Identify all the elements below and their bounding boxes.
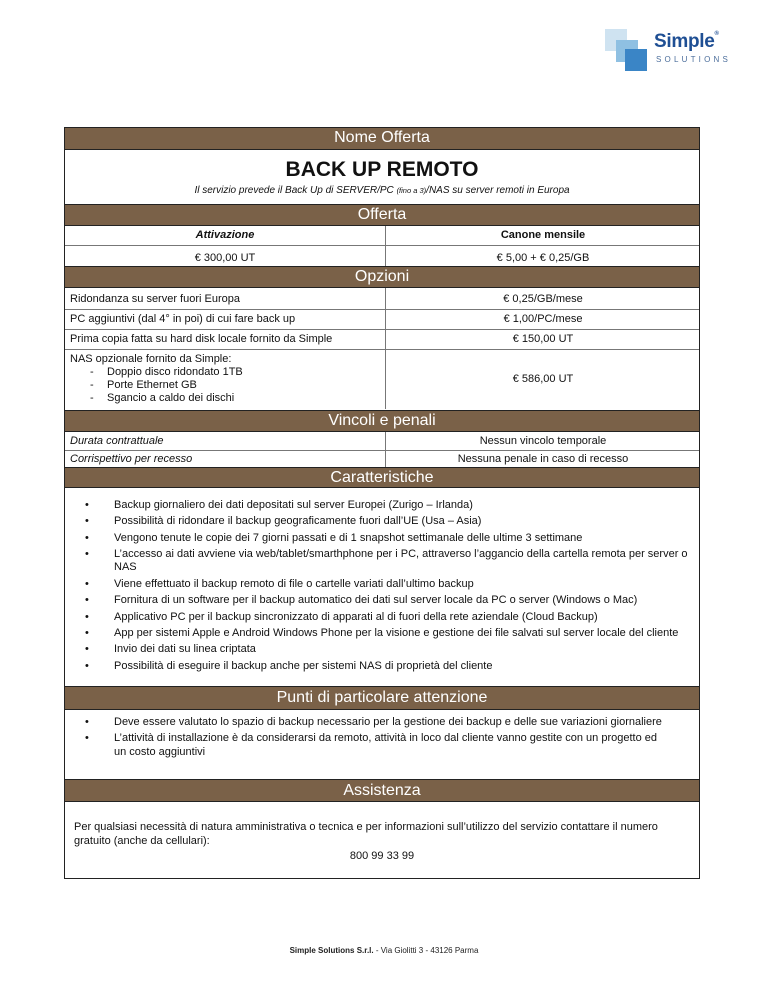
monthly-fee-label: Canone mensile	[500, 229, 586, 241]
nas-feature: - Doppio disco ridondato 1TB	[90, 366, 243, 378]
constraint-value: Nessun vincolo temporale	[479, 435, 607, 447]
support-phone-number: 800 99 33 99	[349, 850, 415, 862]
list-item: • Applicativo PC per il backup sincronizzato di apparati al di fuori della rete aziendale (Cloud Backup)	[85, 610, 598, 623]
divider	[65, 245, 699, 246]
list-item: • Possibilità di ridondare il backup geograficamente fuori dall’UE (Usa – Asia)	[85, 515, 482, 528]
nas-feature: - Porte Ethernet GB	[90, 379, 197, 391]
section-bar-opzioni: Opzioni	[65, 266, 699, 288]
divider	[65, 309, 699, 310]
nas-option	[70, 353, 380, 405]
constraint-value: Nessuna penale in caso di recesso	[457, 453, 629, 465]
list-item: • Backup giornaliero dei dati depositati sul server Europei (Zurigo – Irlanda)	[85, 499, 473, 511]
logo-wordmark: Simple®	[654, 31, 719, 52]
simple-solutions-logo	[597, 27, 732, 75]
list-item: • Invio dei dati su linea criptata	[85, 643, 256, 656]
features-list	[65, 499, 697, 676]
activation-value: € 300,00 UT	[194, 252, 256, 264]
section-bar-vincoli: Vincoli e penali	[65, 410, 699, 432]
option-price: € 0,25/GB/mese	[503, 293, 583, 305]
section-bar-offerta: Offerta	[65, 204, 699, 226]
monthly-fee-value: € 5,00 + € 0,25/GB	[496, 252, 590, 264]
constraint-label: Corrispettivo per recesso	[70, 453, 193, 465]
logo-tagline: SOLUTIONS	[656, 55, 732, 64]
divider	[65, 329, 699, 330]
option-price: € 586,00 UT	[512, 373, 574, 385]
column-divider	[385, 432, 386, 467]
divider	[65, 349, 699, 350]
divider	[65, 450, 699, 451]
list-item: • Deve essere valutato lo spazio di backup necessario per la gestione dei backup e delle sue variazioni giornaliere	[85, 716, 662, 728]
constraint-label: Durata contrattuale	[70, 435, 164, 447]
list-item: • Possibilità di eseguire il backup anche per sistemi NAS di proprietà del cliente	[85, 659, 493, 672]
offer-title: BACK UP REMOTO	[285, 158, 479, 181]
option-label: Ridondanza su server fuori Europa	[70, 293, 240, 305]
nas-feature: - Sgancio a caldo dei dischi	[90, 392, 235, 404]
attention-list	[65, 716, 665, 762]
list-item: • App per sistemi Apple e Android Windows Phone per la visione e gestione dei file salvati sul server locale del cliente	[85, 626, 679, 639]
logo-mark-icon	[605, 29, 647, 73]
page-footer: Simple Solutions S.r.l. - Via Giolitti 3 - 43126 Parma	[289, 946, 479, 955]
option-price: € 150,00 UT	[512, 333, 574, 345]
list-item: • L’attività di installazione è da considerarsi da remoto, attività in loco dal cliente vanno gestite con un progetto ed un costo aggiuntivi	[85, 732, 657, 758]
section-bar-attenzione: Punti di particolare attenzione	[65, 686, 699, 710]
nas-option-title: NAS opzionale fornito da Simple:	[70, 353, 232, 365]
option-label: PC aggiuntivi (dal 4° in poi) di cui fare back up	[70, 313, 296, 325]
list-item: • Viene effettuato il backup remoto di file o cartelle variati dall’ultimo backup	[85, 577, 474, 590]
list-item: • Fornitura di un software per il backup automatico dei dati sul server locale da PC o server (Windows o Mac)	[85, 594, 638, 607]
column-divider	[385, 226, 386, 266]
list-item: • Vengono tenute le copie dei 7 giorni passati e di 1 snapshot settimanale delle ultime 3 settimane	[85, 531, 583, 544]
list-item: • L’accesso ai dati avviene via web/tablet/smarthphone per i PC, attraverso l’aggancio della cartella remota per server o NAS	[85, 548, 688, 574]
activation-label: Attivazione	[195, 229, 255, 241]
offer-subtitle: Il servizio prevede il Back Up di SERVER/PC (fino a 3)/NAS su server remoti in Europa	[194, 185, 570, 196]
section-bar-nome-offerta: Nome Offerta	[65, 128, 699, 150]
section-bar-assistenza: Assistenza	[65, 779, 699, 802]
assistance-text: Per qualsiasi necessità di natura amministrativa o tecnica e per informazioni sull’utilizzo del servizio contattare il numero gratuito (anche da cellulari):	[74, 821, 658, 847]
offer-sheet	[64, 127, 700, 879]
column-divider	[385, 288, 386, 409]
section-bar-caratteristiche: Caratteristiche	[65, 467, 699, 488]
option-label: Prima copia fatta su hard disk locale fornito da Simple	[70, 333, 333, 345]
option-price: € 1,00/PC/mese	[503, 313, 583, 325]
